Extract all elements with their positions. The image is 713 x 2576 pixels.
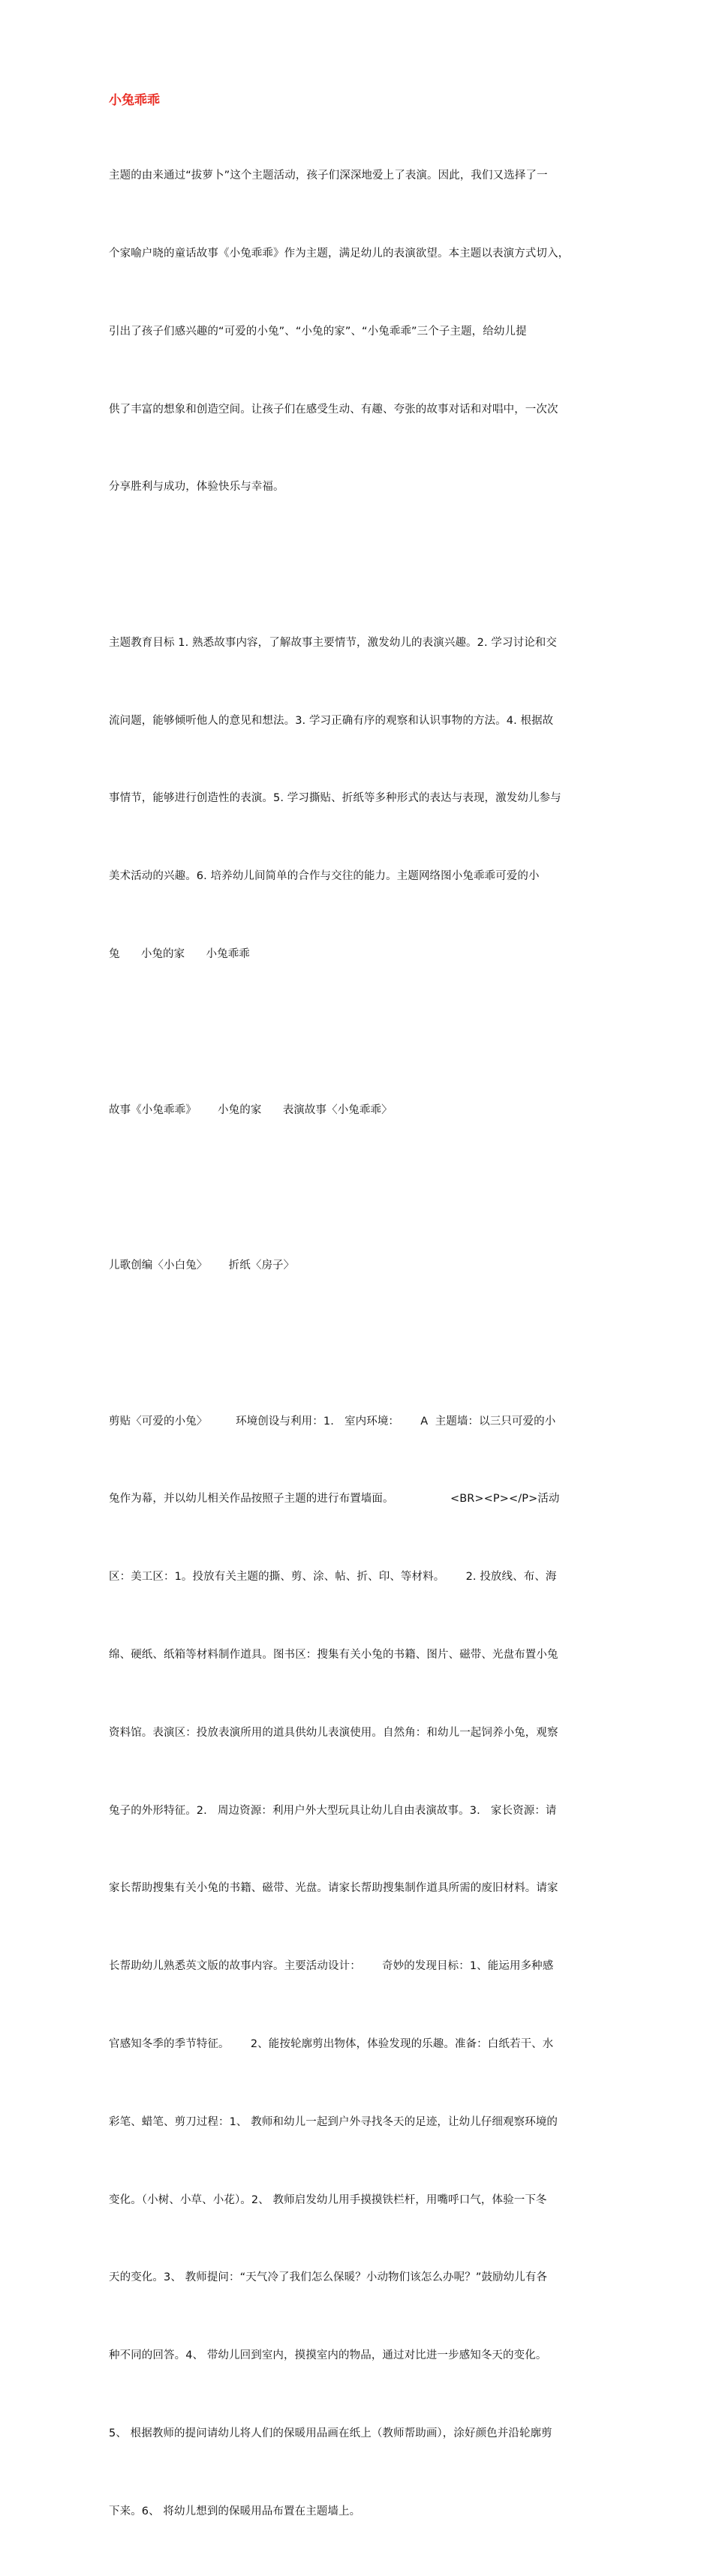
main-line: 兔子的外形特征。2. 周边资源：利用户外大型玩具让幼儿自由表演故事。3. 家长资源：请 xyxy=(109,1798,612,1824)
main-line: 官感知冬季的季节特征。 2、能按轮廓剪出物体，体验发现的乐趣。准备：白纸若干、水 xyxy=(109,2031,612,2058)
main-line: 彩笔、蜡笔、剪刀过程：1、 教师和幼儿一起到户外寻找冬天的足迹，让幼儿仔细观察环境的 xyxy=(109,2109,612,2136)
network-line: 儿歌创编〈小白兔〉 折纸〈房子〉 xyxy=(109,1253,612,1279)
goals-line: 事情节，能够进行创造性的表演。5. 学习撕贴、折纸等多种形式的表达与表现，激发幼儿参与 xyxy=(109,785,612,812)
main-line: 绵、硬纸、纸箱等材料制作道具。图书区：搜集有关小兔的书籍、图片、磁带、光盘布置小兔 xyxy=(109,1642,612,1668)
paragraph-spacer xyxy=(109,1331,612,1357)
intro-paragraph xyxy=(109,111,612,552)
goals-line: 流问题，能够倾听他人的意见和想法。3. 学习正确有序的观察和认识事物的方法。4. 根据故 xyxy=(109,708,612,734)
goals-paragraph xyxy=(109,578,612,1019)
main-paragraph xyxy=(109,1357,612,2576)
paragraph-spacer xyxy=(109,1175,612,1201)
main-line: 长帮助幼儿熟悉英文版的故事内容。主要活动设计： 奇妙的发现目标：1、能运用多种感 xyxy=(109,1953,612,1980)
intro-line: 分享胜利与成功，体验快乐与幸福。 xyxy=(109,474,612,500)
document-title: 小兔乖乖 xyxy=(109,92,612,110)
intro-line: 引出了孩子们感兴趣的“可爱的小兔”、“小兔的家”、“小兔乖乖”三个子主题，给幼儿提 xyxy=(109,319,612,345)
main-line: 下来。6、 将幼儿想到的保暖用品布置在主题墙上。 xyxy=(109,2499,612,2525)
main-line: 区：美工区：1。投放有关主题的撕、剪、涂、帖、折、印、等材料。 2. 投放线、布、海 xyxy=(109,1564,612,1590)
main-line: 资料馆。表演区：投放表演所用的道具供幼儿表演使用。自然角：和幼儿一起饲养小兔，观察 xyxy=(109,1720,612,1746)
main-line: 家长帮助搜集有关小兔的书籍、磁带、光盘。请家长帮助搜集制作道具所需的废旧材料。请家 xyxy=(109,1875,612,1902)
intro-line: 供了丰富的想象和创造空间。让孩子们在感受生动、有趣、夸张的故事对话和对唱中，一次次 xyxy=(109,397,612,423)
network-line: 故事《小兔乖乖》 小兔的家 表演故事〈小兔乖乖〉 xyxy=(109,1097,612,1124)
paragraph-spacer xyxy=(109,552,612,578)
intro-line: 个家喻户晓的童话故事《小兔乖乖》作为主题，满足幼儿的表演欲望。本主题以表演方式切入， xyxy=(109,241,612,267)
main-line: 兔作为幕，并以幼儿相关作品按照子主题的进行布置墙面。 <BR><P></P>活动 xyxy=(109,1486,612,1512)
goals-line: 兔 小兔的家 小兔乖乖 xyxy=(109,941,612,968)
goals-line: 主题教育目标 1. 熟悉故事内容，了解故事主要情节，激发幼儿的表演兴趣。2. 学习讨论和交 xyxy=(109,630,612,656)
intro-line: 主题的由来通过“拔萝卜”这个主题活动，孩子们深深地爱上了表演。因此，我们又选择了一 xyxy=(109,163,612,189)
main-line: 种不同的回答。4、 带幼儿回到室内，摸摸室内的物品，通过对比进一步感知冬天的变化。 xyxy=(109,2343,612,2369)
main-line: 变化。（小树、小草、小花）。2、 教师启发幼儿用手摸摸铁栏杆，用嘴呼口气，体验一下冬 xyxy=(109,2187,612,2214)
goals-line: 美术活动的兴趣。6. 培养幼儿间简单的合作与交往的能力。主题网络图小兔乖乖可爱的小 xyxy=(109,863,612,890)
network-row-1 xyxy=(109,1045,612,1175)
document-page xyxy=(109,92,612,2576)
paragraph-spacer xyxy=(109,1019,612,1046)
network-row-2 xyxy=(109,1201,612,1331)
main-line: 天的变化。3、 教师提问：“天气冷了我们怎么保暖？小动物们该怎么办呢？”鼓励幼儿有各 xyxy=(109,2265,612,2291)
main-line: 5、 根据教师的提问请幼儿将人们的保暖用品画在纸上（教师帮助画），涂好颜色并沿轮廓剪 xyxy=(109,2421,612,2447)
main-line: 剪贴〈可爱的小兔〉 环境创设与利用：1. 室内环境： A 主题墙：以三只可爱的小 xyxy=(109,1409,612,1435)
